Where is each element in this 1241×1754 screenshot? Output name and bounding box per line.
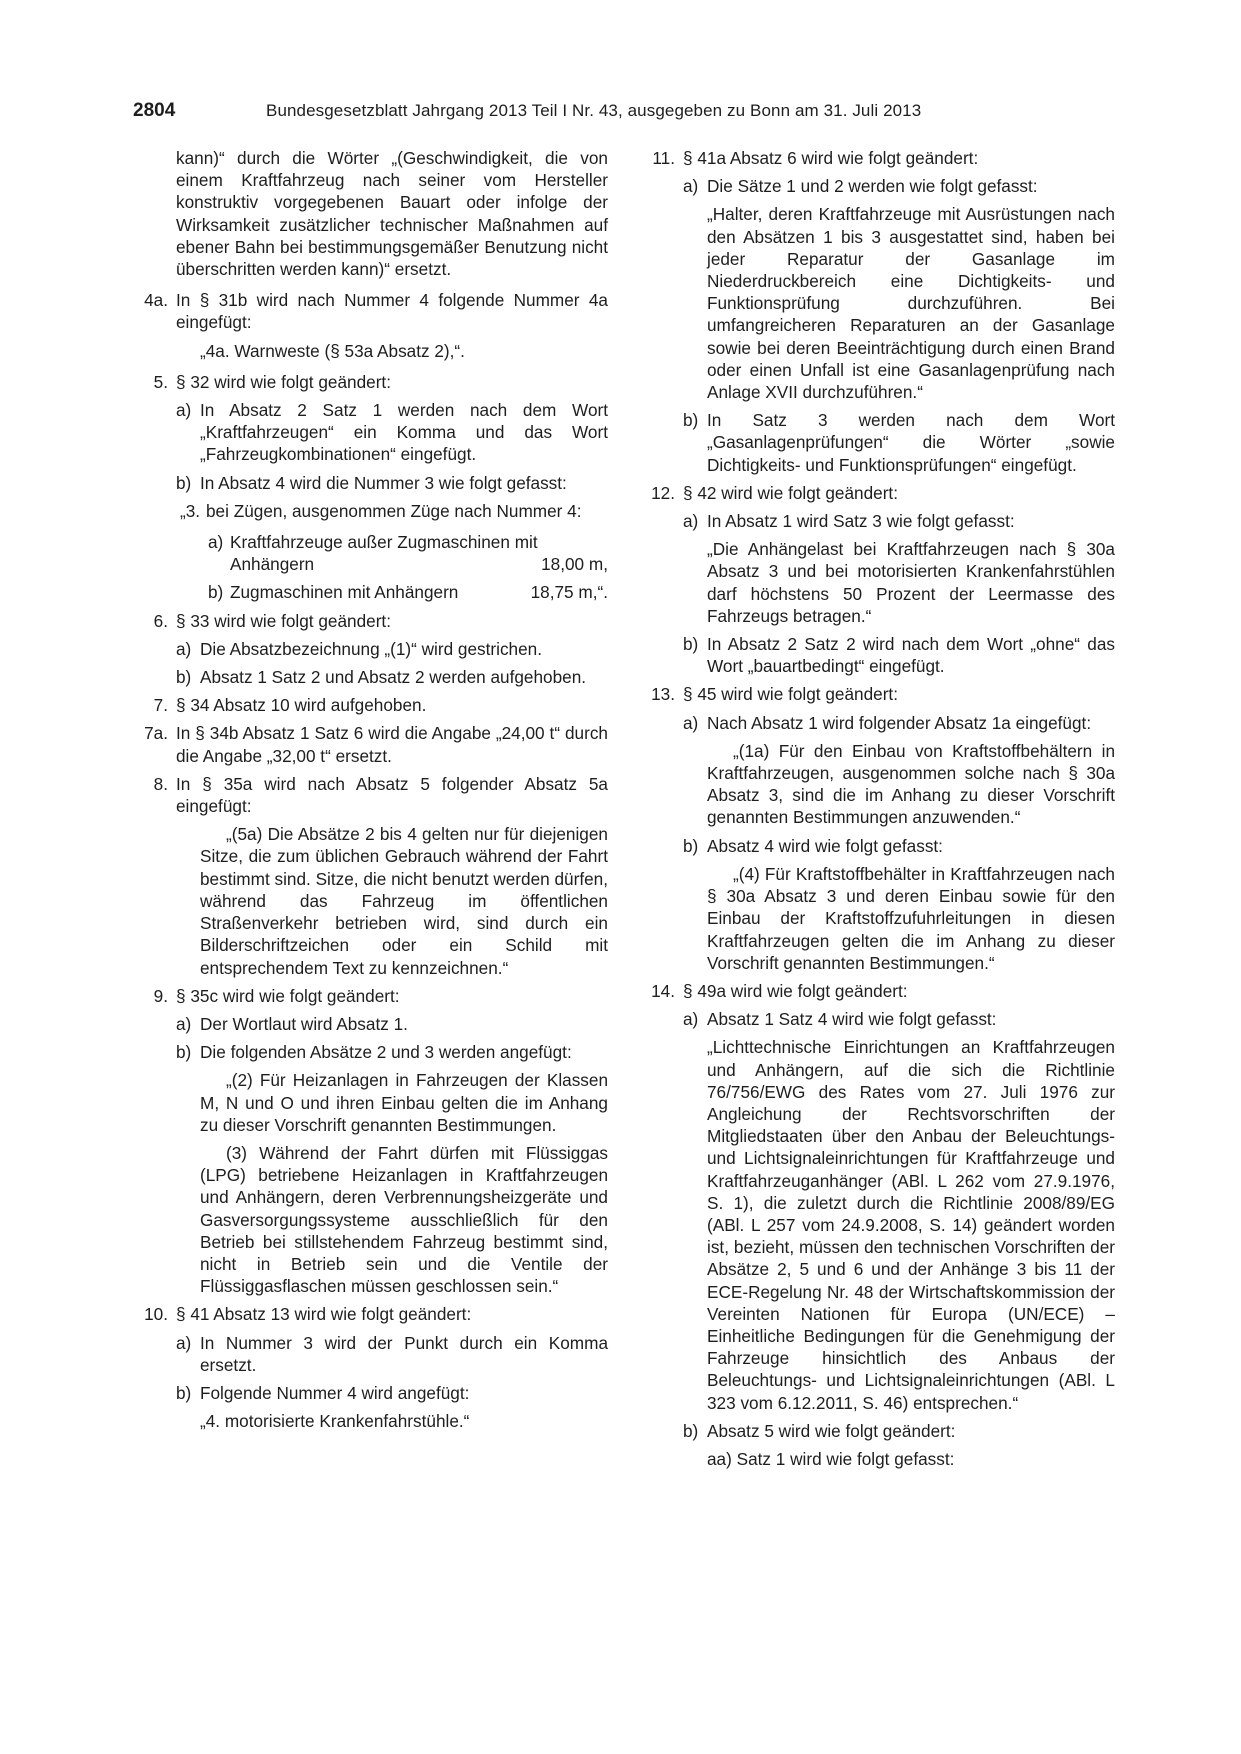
item-10b: b) Folgende Nummer 4 wird angefügt: [176, 1382, 470, 1403]
item-10: 10. § 41 Absatz 13 wird wie folgt geändert: [144, 1304, 472, 1325]
item-5b-3: „3. bei Zügen, ausgenommen Züge nach Nummer 4: [180, 500, 582, 521]
item-5b: b) In Absatz 4 wird die Nummer 3 wie folgt gefasst: [176, 472, 567, 493]
item-5: 5. § 32 wird wie folgt geändert: [153, 371, 391, 392]
item-6b: b) Absatz 1 Satz 2 und Absatz 2 werden aufgehoben. [176, 667, 587, 688]
item-9: 9. § 35c wird wie folgt geändert: [153, 985, 400, 1006]
item-5b-3a: a) Kraftfahrzeuge außer Zugmaschinen mit Anhängern 18,00 m, [208, 532, 608, 575]
quote-14: „Lichttechnische Einrichtungen an Kraftfahrzeugen und Anhängern, auf die sich die Richtlinie 76/756/EWG des Rates vom 27. Juli 1976 zur Angleichung der Rechtsvorschriften der Mitgliedstaaten über den Anbau der Beleuchtungs- und Lichtsignaleinrichtungen für Kraftfahrzeuge und Kraftfahrzeuganhänger (ABl. L 262 vom 27.9.1976, S. 1), die zuletzt durch die Richtlinie 2008/89/EG (ABl. L 257 vom 24.9.2008, S. 14) geändert worden ist, bezieht, müssen den technischen Vorschriften der Absätze 2, 5 und 6 und der Anhänge 3 bis 11 der ECE-Regelung Nr. 48 der Wirtschaftskommission der Vereinten Nationen für Europa (UN/ECE) – Einheitliche Bedingungen für die Genehmigung der Fahrzeuge hinsichtlich des Anbaus der Beleuchtungs- und Lichtsignaleinrichtungen (ABl. L 323 vom 6.12.2011, S. 46) entsprechen.“ [707, 1037, 1115, 1413]
item-14b-aa: aa) Satz 1 wird wie folgt gefasst: [707, 1448, 955, 1469]
quote-13-abs4: „(4) Für Kraftstoffbehälter in Kraftfahrzeugen nach § 30a Absatz 3 und deren Einbau sowie für den Einbau der Kraftstoffzufuhrleitungen in diesen Kraftfahrzeugen gelten die im Anhang zu dieser Vorschrift genannten Bestimmungen.“ [707, 863, 1115, 973]
item-11: 11. § 41a Absatz 6 wird wie folgt geändert: [652, 148, 979, 168]
item-8: 8. In § 35a wird nach Absatz 5 folgender Absatz 5a eingefügt: [153, 773, 608, 817]
item-9b: b) Die folgenden Absätze 2 und 3 werden angefügt: [176, 1042, 572, 1063]
item-4a: 4a. In § 31b wird nach Nummer 4 folgende Nummer 4a eingefügt: [144, 290, 608, 333]
item-10a: a) In Nummer 3 wird der Punkt durch ein Komma ersetzt. [176, 1332, 608, 1375]
quote-4a: „4a. Warnweste (§ 53a Absatz 2),“. [200, 340, 465, 361]
item-12: 12. § 42 wird wie folgt geändert: [651, 482, 898, 503]
item-14: 14. § 49a wird wie folgt geändert: [651, 980, 908, 1001]
item-14a: a) Absatz 1 Satz 4 wird wie folgt gefasst: [683, 1009, 997, 1030]
item-9a: a) Der Wortlaut wird Absatz 1. [176, 1013, 408, 1034]
quote-9-abs2: „(2) Für Heizanlagen in Fahrzeugen der Klassen M, N und O und ihren Einbau gelten die im Anhang zu dieser Vorschrift genannten Bestimmungen. [200, 1070, 608, 1135]
quote-12: „Die Anhängelast bei Kraftfahrzeugen nach § 30a Absatz 3 und bei motorisierten Krankenfahrstühlen darf höchstens 50 Prozent der Leermasse des Fahrzeugs betragen.“ [707, 539, 1115, 626]
item-12a: a) In Absatz 1 wird Satz 3 wie folgt gefasst: [683, 511, 1015, 532]
item-11b: b) In Satz 3 werden nach dem Wort „Gasanlagenprüfungen“ die Wörter „sowie Dichtigkeits- und Funktionsprüfungen“ eingefügt. [683, 410, 1115, 475]
item-7: 7. § 34 Absatz 10 wird aufgehoben. [153, 695, 427, 716]
quote-9-abs3: (3) Während der Fahrt dürfen mit Flüssiggas (LPG) betriebene Heizanlagen in Kraftfahrzeugen und Anhängern, deren Verbrennungsheizgeräte und Gasversorgungssysteme ausschließlich für den Betrieb bei stillstehendem Fahrzeug bestimmt sind, nicht in Betrieb sein und die Ventile der Flüssiggasflaschen müssen geschlossen sein.“ [200, 1142, 608, 1297]
item-13: 13. § 45 wird wie folgt geändert: [651, 684, 898, 705]
length-value: 18,75 m,“. [530, 582, 608, 603]
item-12b: b) In Absatz 2 Satz 2 wird nach dem Wort „ohne“ das Wort „bauartbedingt“ eingefügt. [683, 634, 1115, 677]
quote-8: „(5a) Die Absätze 2 bis 4 gelten nur für diejenigen Sitze, die zum üblichen Gebrauch während der Fahrt bestimmt sind. Sitze, die nicht benutzt werden dürfen, während das Fahrzeug im öffentlichen Straßenverkehr betrieben wird, sind durch ein Bilderschriftzeichen oder ein Schild mit entsprechendem Text zu kennzeichnen.“ [200, 824, 608, 978]
page-number: 2804 [133, 100, 176, 121]
item-14b: b) Absatz 5 wird wie folgt geändert: [683, 1420, 956, 1441]
quote-10: „4. motorisierte Krankenfahrstühle.“ [200, 1411, 470, 1432]
item-6: 6. § 33 wird wie folgt geändert: [153, 610, 391, 631]
item-7a: 7a. In § 34b Absatz 1 Satz 6 wird die Angabe „24,00 t“ durch die Angabe „32,00 t“ ersetzt. [144, 723, 608, 766]
item-11a: a) Die Sätze 1 und 2 werden wie folgt gefasst: [683, 176, 1038, 197]
item-5b-3b: b) Zugmaschinen mit Anhängern 18,75 m,“. [208, 582, 608, 603]
length-value: 18,00 m, [541, 554, 608, 575]
quote-11: „Halter, deren Kraftfahrzeuge mit Ausrüstungen nach den Absätzen 1 bis 3 ausgestattet sind, haben bei jeder Reparatur der Gasanlage im Niederdruckbereich eine Dichtigkeits- und Funktionsprüfung durchzuführen. Bei umfangreicheren Reparaturen an der Gasanlage sowie bei deren Beeinträchtigung durch einen Brand oder einen Unfall ist eine Gasanlagenprüfung nach Anlage XVII durchzuführen.“ [707, 204, 1115, 403]
item-13b: b) Absatz 4 wird wie folgt gefasst: [683, 835, 943, 856]
right-column [635, 147, 1115, 1470]
quote-13-abs1a: „(1a) Für den Einbau von Kraftstoffbehältern in Kraftfahrzeugen, ausgenommen solche nach § 30a Absatz 3, sind die im Anhang zu dieser Vorschrift genannten Bestimmungen anzuwenden.“ [707, 740, 1115, 828]
paragraph-continuation: kann)“ durch die Wörter „(Geschwindigkeit, die von einem Kraftfahrzeug nach seiner vom Hersteller konstruktiv vorgegebenen Bauart oder infolge der Wirksamkeit zusätzlicher technischer Maßnahmen auf ebener Bahn bei bestimmungsgemäßer Benutzung nicht überschritten werden kann)“ ersetzt. [176, 148, 608, 280]
item-5a: a) In Absatz 2 Satz 1 werden nach dem Wort „Kraftfahrzeugen“ ein Komma und das Wort „Fahrzeugkombinationen“ eingefügt. [176, 400, 608, 465]
item-13a: a) Nach Absatz 1 wird folgender Absatz 1a eingefügt: [683, 712, 1092, 733]
page-header-title: Bundesgesetzblatt Jahrgang 2013 Teil I Nr. 43, ausgegeben zu Bonn am 31. Juli 2013 [266, 101, 922, 120]
left-column [128, 147, 608, 1432]
item-6a: a) Die Absatzbezeichnung „(1)“ wird gestrichen. [176, 638, 543, 659]
